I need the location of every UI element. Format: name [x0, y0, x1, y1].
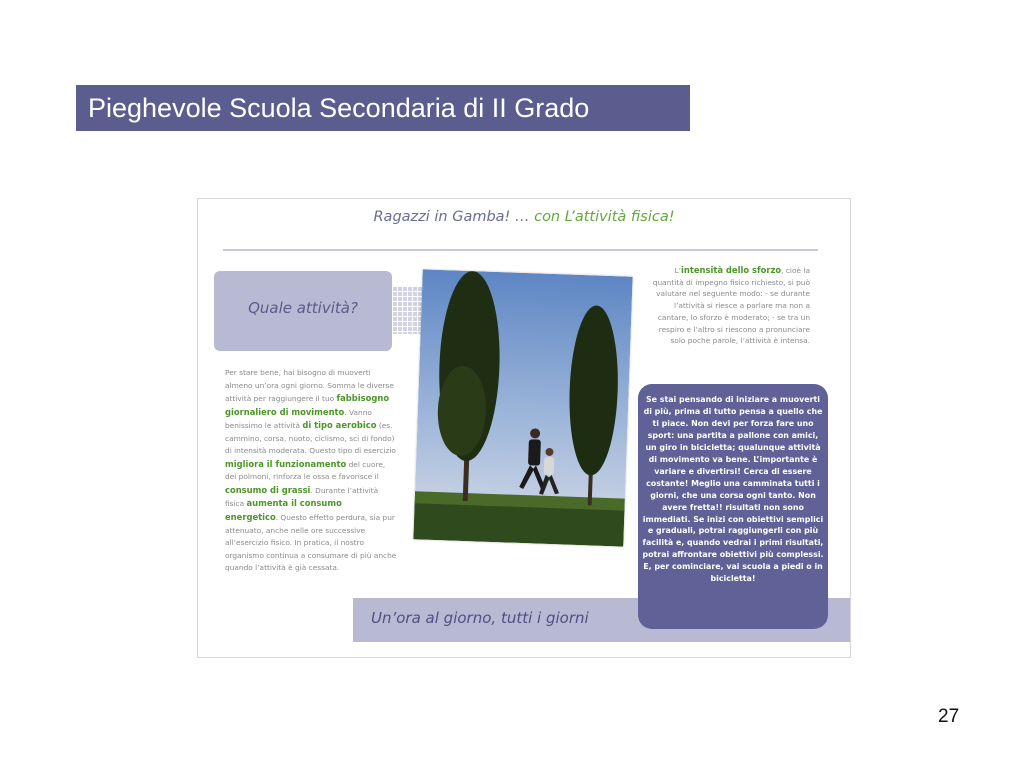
text-segment: . Questo effetto perdura, sia pur attenuato, anche nelle ore successive all’esercizio fisico. In pratica, il nostro organismo continua a consumare di più anche quando l’attività è già cessata.: [225, 513, 397, 573]
text-segment: (es. cammino, corsa, nuoto, ciclismo, sci di fondo) di intensità moderata. Questo tipo di esercizio: [225, 421, 396, 456]
section-title-box: [214, 271, 392, 351]
text-segment: . Durante l’attività fisica: [225, 485, 379, 509]
text-segment: , cioè la quantità di impegno fisico richiesto, si può valutare nel seguente modo: - se durante l’attività si riesce a parlare ma non a cantare, lo sforzo è moderato; - se tra un respiro e l’altro si riescono a pronunciare solo poche parole, l’attività è intensa.: [652, 266, 810, 346]
text-segment: del cuore, dei polmoni, rinforza le ossa e favorisce il: [225, 459, 386, 482]
text-segment: . Vanno benissimo le attività: [225, 407, 372, 431]
slide-title: Pieghevole Scuola Secondaria di II Grado: [76, 85, 690, 131]
flyer-header-highlight: con L’attività fisica!: [534, 209, 675, 225]
page-number: 27: [938, 706, 960, 727]
highlight-text: consumo di grassi: [225, 484, 311, 495]
text-segment: L’: [674, 266, 682, 275]
left-column-text: [225, 367, 397, 575]
flyer-header-main: Ragazzi in Gamba! …: [373, 209, 535, 225]
slogan-text: Un’ora al giorno, tutti i giorni: [371, 609, 589, 627]
highlight-text: intensità dello sforzo: [681, 265, 782, 275]
highlight-text: fabbisogno giornaliero di movimento: [225, 393, 390, 417]
header-divider: [223, 249, 818, 251]
flyer-header: [198, 209, 850, 225]
flyer-image: [197, 198, 851, 658]
runners-photo-illustration: [413, 269, 632, 546]
right-column-text: [648, 265, 810, 347]
highlight-text: aumenta il consumo energetico: [225, 498, 342, 523]
advice-box: Se stai pensando di iniziare a muoverti di più, prima di tutto pensa a quello che ti piace. Non devi per forza fare uno sport: una partita a pallone con amici, un giro in bicicletta; qualunque attività di movimento va bene. L’importante è variare e divertirsi! Cerca di essere costante! Meglio una camminata tutti i giorni, che una corsa ogni tanto. Non avere fretta!! risultati non sono immediati. Se inizi con obiettivi semplici e graduali, potrai raggiungerli con più facilità e, quando vedrai i primi risultati, potrai affrontare obiettivi più complessi. E, per cominciare, vai scuola a piedi o in bicicletta!: [638, 384, 828, 629]
text-segment: Per stare bene, hai bisogno di muoverti almeno un’ora ogni giorno. Somma le diverse attività per raggiungere il tuo: [225, 368, 394, 404]
runners-photo: [413, 269, 632, 546]
highlight-text: di tipo aerobico: [302, 420, 377, 431]
section-title: Quale attività?: [248, 299, 358, 317]
highlight-text: migliora il funzionamento: [225, 458, 347, 469]
